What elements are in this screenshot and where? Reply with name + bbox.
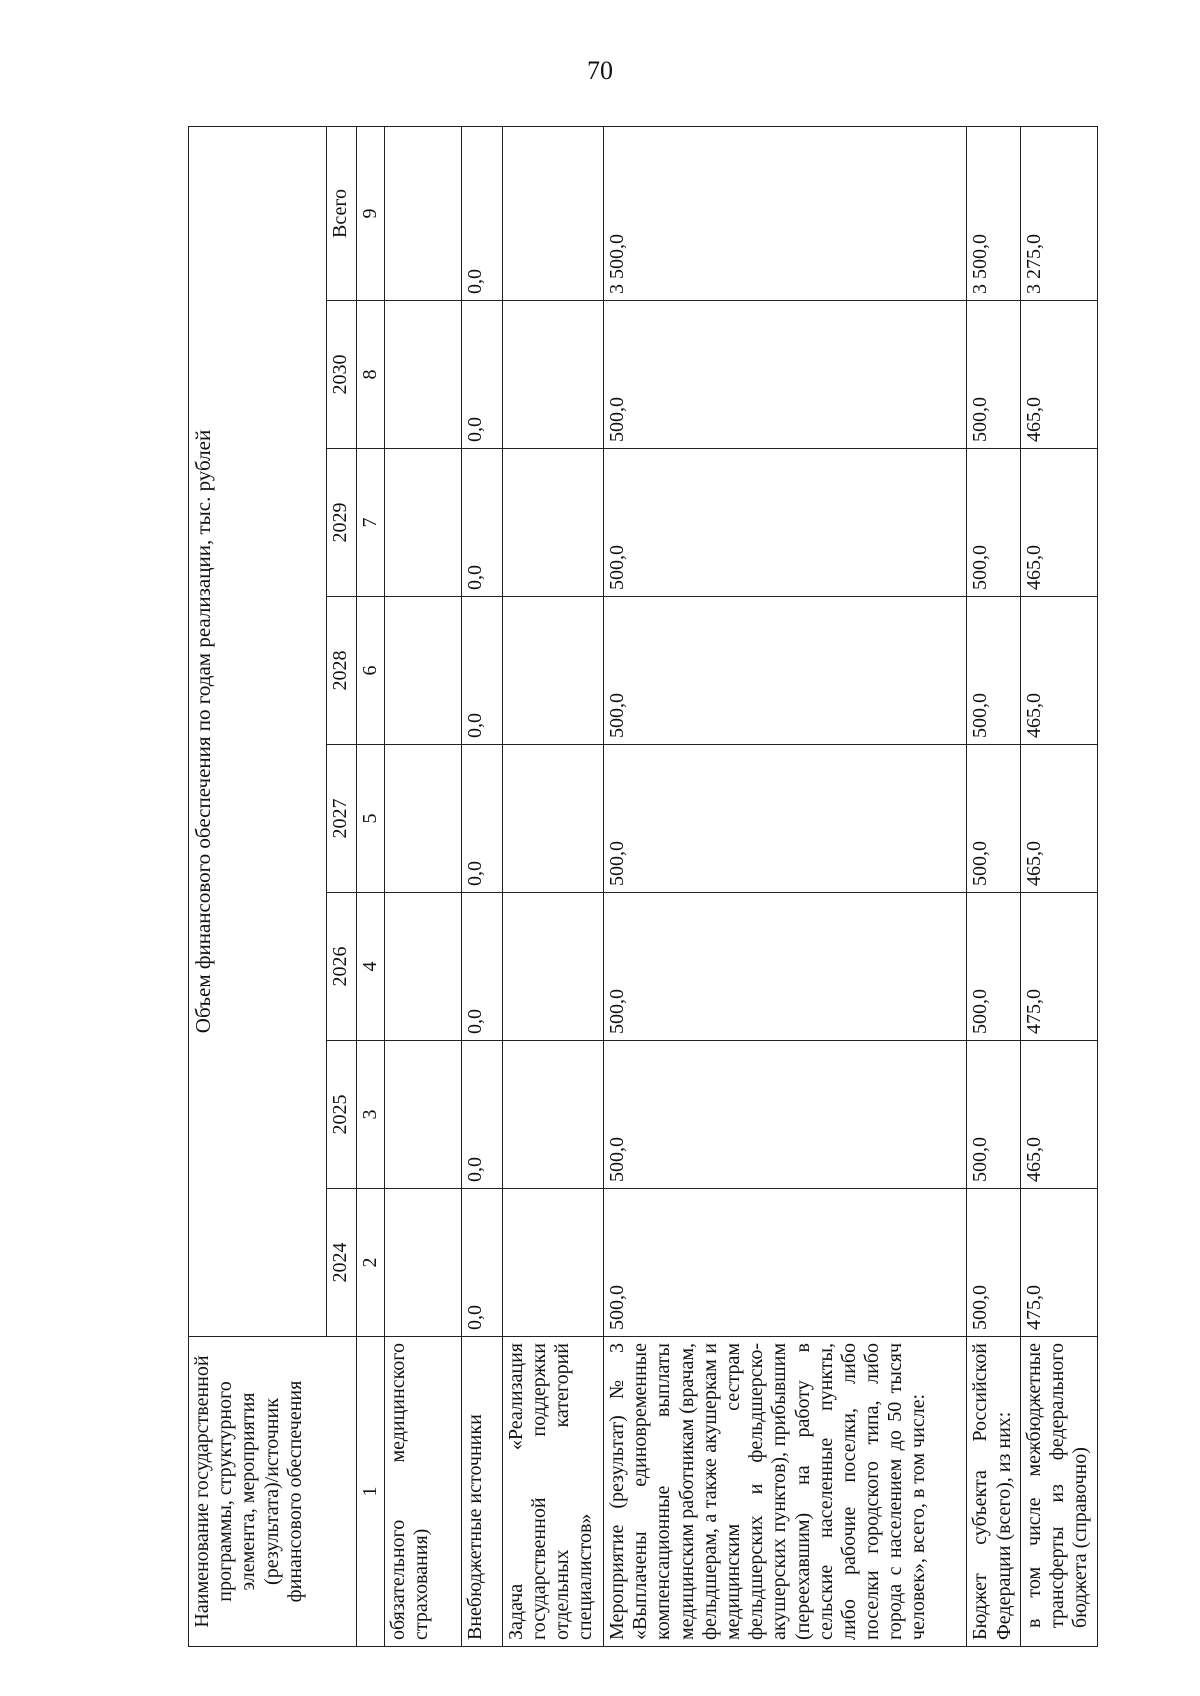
value-cell: 500,0 bbox=[967, 597, 1021, 745]
row-name: обязательного медицинского страхования) bbox=[385, 1337, 461, 1647]
value-cell bbox=[385, 449, 461, 597]
value-cell: 0,0 bbox=[461, 893, 502, 1041]
value-cell: 3 275,0 bbox=[1021, 126, 1098, 300]
value-cell: 475,0 bbox=[1021, 893, 1098, 1041]
column-number: 1 bbox=[357, 1337, 385, 1647]
value-cell: 0,0 bbox=[461, 449, 502, 597]
value-cell: 500,0 bbox=[967, 449, 1021, 597]
value-cell bbox=[385, 893, 461, 1041]
value-cell: 3 500,0 bbox=[967, 126, 1021, 300]
value-cell: 500,0 bbox=[967, 301, 1021, 449]
value-cell bbox=[502, 597, 603, 745]
table-row bbox=[967, 126, 1021, 1646]
value-cell: 465,0 bbox=[1021, 745, 1098, 893]
year-header: 2028 bbox=[327, 597, 357, 745]
row-name: Внебюджетные источники bbox=[461, 1337, 502, 1647]
value-cell: 500,0 bbox=[967, 1189, 1021, 1337]
value-cell bbox=[502, 449, 603, 597]
value-cell: 500,0 bbox=[604, 745, 967, 893]
value-cell: 0,0 bbox=[461, 1189, 502, 1337]
value-cell: 500,0 bbox=[604, 1041, 967, 1189]
value-cell bbox=[385, 745, 461, 893]
year-header: 2025 bbox=[327, 1041, 357, 1189]
value-cell bbox=[385, 126, 461, 300]
value-cell: 465,0 bbox=[1021, 449, 1098, 597]
value-cell bbox=[385, 301, 461, 449]
value-cell bbox=[502, 745, 603, 893]
value-cell bbox=[385, 597, 461, 745]
value-cell: 465,0 bbox=[1021, 1041, 1098, 1189]
table-row bbox=[502, 126, 603, 1646]
rotated-table-container bbox=[188, 127, 1098, 1647]
column-number: 3 bbox=[357, 1041, 385, 1189]
column-number: 5 bbox=[357, 745, 385, 893]
column-number: 6 bbox=[357, 597, 385, 745]
table-row bbox=[385, 126, 461, 1646]
column-number: 8 bbox=[357, 301, 385, 449]
value-cell: 500,0 bbox=[604, 893, 967, 1041]
value-cell bbox=[502, 1189, 603, 1337]
total-header: Всего bbox=[327, 126, 357, 300]
year-header: 2026 bbox=[327, 893, 357, 1041]
value-cell bbox=[502, 893, 603, 1041]
row-name: Бюджет субъекта Российской Федерации (всего), из них: bbox=[967, 1337, 1021, 1647]
value-cell: 0,0 bbox=[461, 126, 502, 300]
value-cell: 500,0 bbox=[967, 1041, 1021, 1189]
value-cell: 465,0 bbox=[1021, 301, 1098, 449]
value-cell: 500,0 bbox=[604, 449, 967, 597]
value-cell: 500,0 bbox=[967, 893, 1021, 1041]
value-cell: 500,0 bbox=[604, 1189, 967, 1337]
value-cell: 500,0 bbox=[604, 597, 967, 745]
table-row bbox=[604, 126, 967, 1646]
value-cell: 3 500,0 bbox=[604, 126, 967, 300]
financing-table bbox=[188, 126, 1098, 1647]
value-cell bbox=[502, 1041, 603, 1189]
value-cell: 0,0 bbox=[461, 745, 502, 893]
table-row bbox=[461, 126, 502, 1646]
value-cell: 500,0 bbox=[967, 745, 1021, 893]
year-header: 2027 bbox=[327, 745, 357, 893]
value-cell bbox=[502, 126, 603, 300]
value-cell: 465,0 bbox=[1021, 597, 1098, 745]
row-name: Мероприятие (результат) № 3 «Выплачены единовременные компенсационные выплаты медицинским работникам (врачам, фельдшерам, а также акушеркам и медицинским сестрам фельдшерских и фельдшерско-акушерских пунктов), прибывшим (переехавшим) на работу в сельские населенные пункты, либо рабочие поселки, либо поселки городского типа, либо города с населением до 50 тысяч человек», всего, в том числе: bbox=[604, 1337, 967, 1647]
value-cell: 0,0 bbox=[461, 597, 502, 745]
value-cell: 0,0 bbox=[461, 301, 502, 449]
row-name: Задача «Реализация государственной поддержки отдельных категорий специалистов» bbox=[502, 1337, 603, 1647]
column-number: 2 bbox=[357, 1189, 385, 1337]
name-column-header: Наименование государственной программы, структурного элемента, мероприятия (результата)/источник финансового обеспечения bbox=[189, 1337, 357, 1647]
value-cell: 0,0 bbox=[461, 1041, 502, 1189]
column-number: 9 bbox=[357, 126, 385, 300]
row-name: в том числе межбюджетные трансферты из федерального бюджета (справочно) bbox=[1021, 1337, 1098, 1647]
column-number: 7 bbox=[357, 449, 385, 597]
value-cell bbox=[385, 1189, 461, 1337]
table-row bbox=[1021, 126, 1098, 1646]
page-number: 70 bbox=[587, 56, 613, 85]
year-header: 2029 bbox=[327, 449, 357, 597]
year-header: 2024 bbox=[327, 1189, 357, 1337]
year-header: 2030 bbox=[327, 301, 357, 449]
funding-group-header: Объем финансового обеспечения по годам реализации, тыс. рублей bbox=[189, 126, 327, 1336]
value-cell: 475,0 bbox=[1021, 1189, 1098, 1337]
value-cell: 500,0 bbox=[604, 301, 967, 449]
column-number: 4 bbox=[357, 893, 385, 1041]
value-cell bbox=[502, 301, 603, 449]
value-cell bbox=[385, 1041, 461, 1189]
